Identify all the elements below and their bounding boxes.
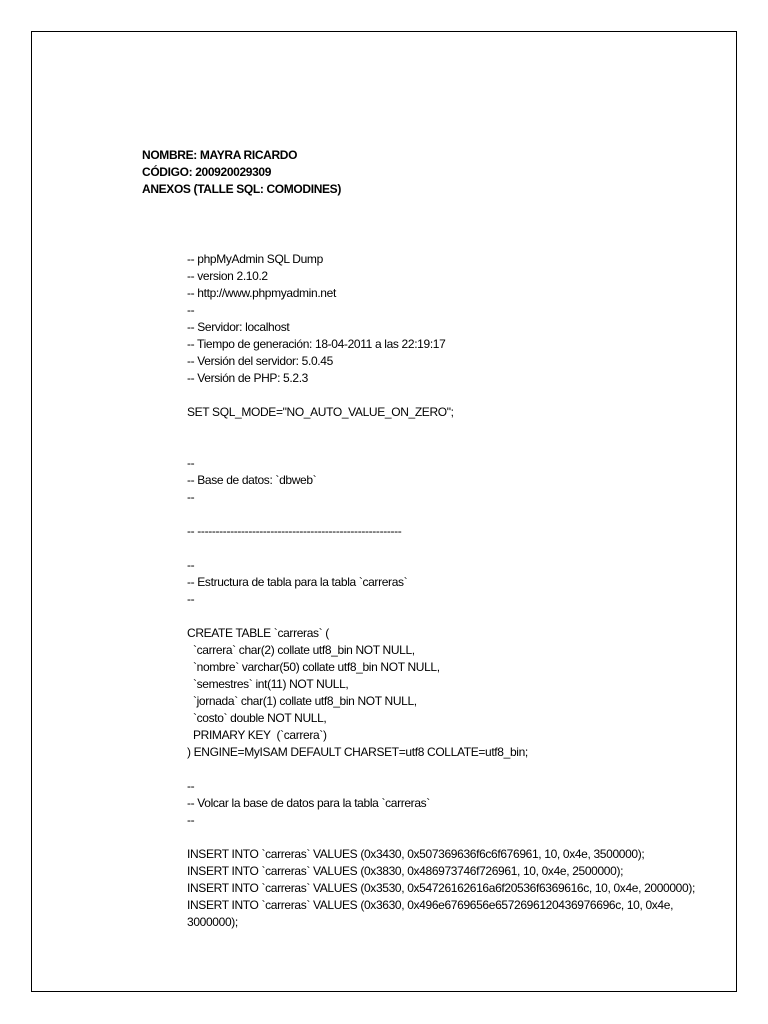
dump-comment-line: -- Estructura de tabla para la tabla `carreras` [187, 575, 408, 589]
spacer [187, 506, 697, 523]
dump-comment-line: -- Servidor: localhost [187, 320, 290, 334]
dump-comment-line: -- Tiempo de generación: 18-04-2011 a las 22:19:17 [187, 337, 446, 351]
insert-statement: INSERT INTO `carreras` VALUES (0x3530, 0x54726162616a6f20536f6369616c, 10, 0x4e, 2000000); [187, 881, 695, 895]
dump-comment-line: -- Base de datos: `dbweb` [187, 473, 317, 487]
dump-comment-line: -- [187, 558, 195, 572]
spacer [187, 829, 697, 846]
sql-statement: `nombre` varchar(50) collate utf8_bin NOT NULL, [187, 660, 440, 674]
dump-comment-line: -- [187, 490, 195, 504]
student-name: NOMBRE: MAYRA RICARDO [142, 148, 298, 162]
dump-comment-line: -- [187, 592, 195, 606]
dump-comment-line: -- [187, 779, 195, 793]
insert-statement: INSERT INTO `carreras` VALUES (0x3430, 0x507369636f6c6f676961, 10, 0x4e, 3500000); [187, 847, 645, 861]
dump-comment-line: -- Versión de PHP: 5.2.3 [187, 371, 308, 385]
annex-title: ANEXOS (TALLE SQL: COMODINES) [142, 182, 341, 196]
dump-comment-line: -- [187, 813, 195, 827]
sql-statement: CREATE TABLE `carreras` ( [187, 626, 329, 640]
spacer [187, 438, 697, 455]
dump-comment-line: -- phpMyAdmin SQL Dump [187, 252, 323, 266]
insert-statement: INSERT INTO `carreras` VALUES (0x3630, 0x496e6769656e6572696120436976696c, 10, 0x4e, 3000000); [187, 898, 677, 929]
sql-statement: `costo` double NOT NULL, [187, 711, 327, 725]
student-code: CÓDIGO: 200920029309 [142, 165, 272, 179]
dump-comment-line: -- [187, 303, 195, 317]
sql-statement: `semestres` int(11) NOT NULL, [187, 677, 349, 691]
spacer [187, 608, 697, 625]
dump-comment-line: -- version 2.10.2 [187, 269, 268, 283]
spacer [187, 761, 697, 778]
student-header [142, 147, 341, 198]
dump-comment-line: -- Volcar la base de datos para la tabla `carreras` [187, 796, 430, 810]
sql-statement: SET SQL_MODE="NO_AUTO_VALUE_ON_ZERO"; [187, 405, 454, 419]
separator-line: -- -------------------------------------------------------- [187, 524, 402, 538]
sql-statement: PRIMARY KEY (`carrera`) [187, 728, 327, 742]
dump-comment-line: -- http://www.phpmyadmin.net [187, 286, 336, 300]
spacer [187, 387, 697, 404]
spacer [187, 540, 697, 557]
sql-statement: `jornada` char(1) collate utf8_bin NOT NULL, [187, 694, 417, 708]
insert-statement: INSERT INTO `carreras` VALUES (0x3830, 0x486973746f726961, 10, 0x4e, 2500000); [187, 864, 624, 878]
sql-dump [187, 251, 697, 931]
spacer [187, 421, 697, 438]
sql-statement: `carrera` char(2) collate utf8_bin NOT NULL, [187, 643, 415, 657]
sql-statement: ) ENGINE=MyISAM DEFAULT CHARSET=utf8 COLLATE=utf8_bin; [187, 745, 528, 759]
dump-comment-line: -- Versión del servidor: 5.0.45 [187, 354, 333, 368]
dump-comment-line: -- [187, 456, 195, 470]
